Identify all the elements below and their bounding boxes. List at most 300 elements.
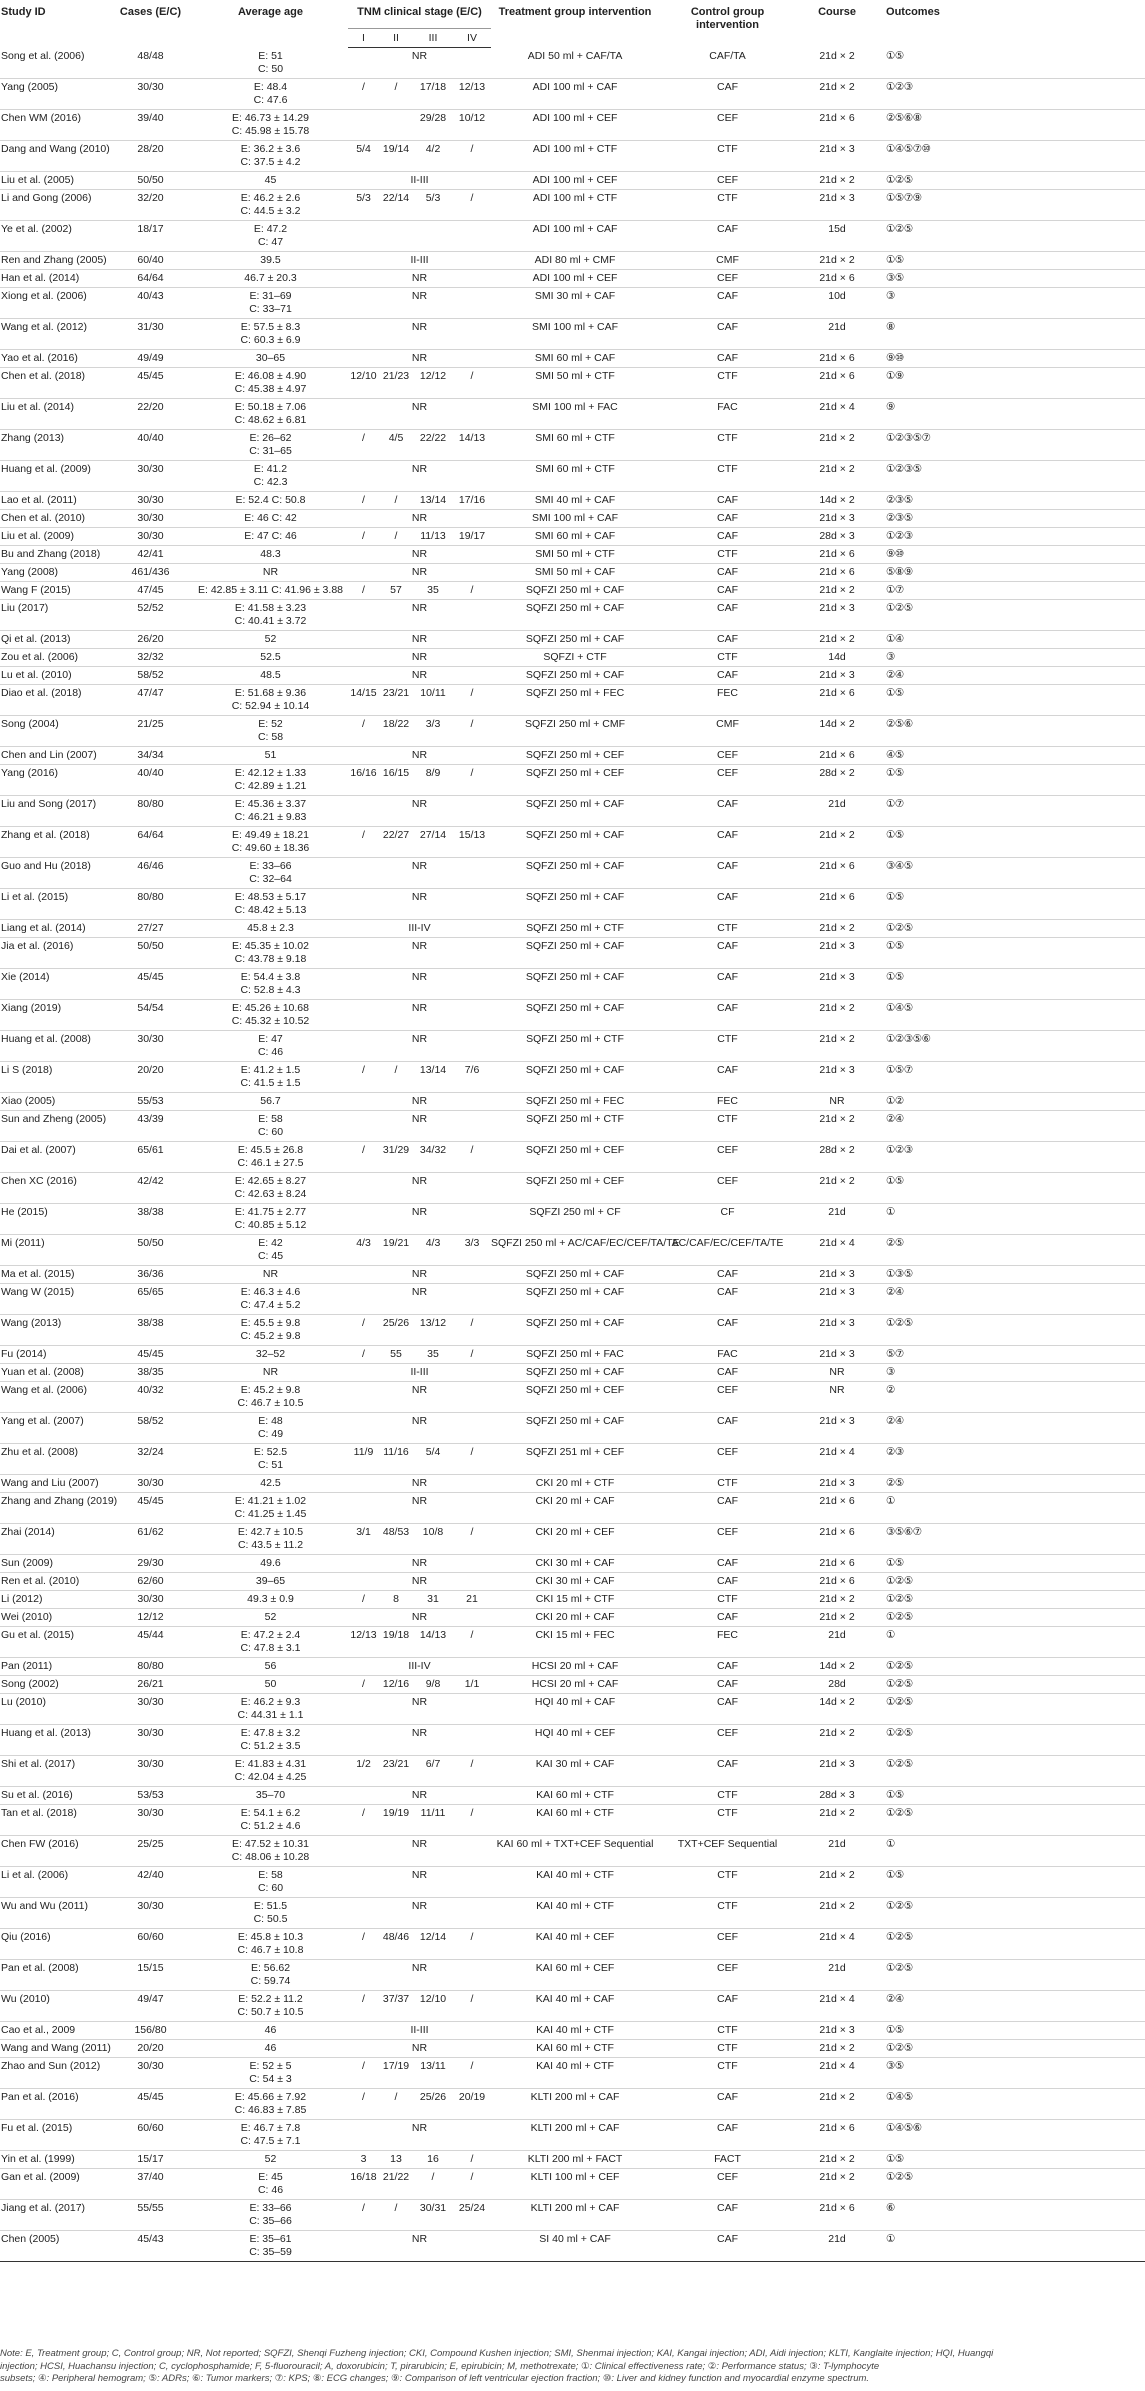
header-tnm-stage-2: II (379, 29, 413, 48)
control-intervention-cell: CAF (659, 1363, 796, 1381)
treatment-intervention-cell: SQFZI 250 ml + CAF (491, 968, 659, 999)
tnm-stage-cell: NR (348, 888, 491, 919)
age-value: E: 57.5 ± 8.3 (240, 320, 301, 333)
age-value: E: 47 (258, 1032, 283, 1045)
cases-cell: 80/80 (108, 888, 193, 919)
course-cell: 21d × 6 (796, 888, 878, 919)
study-id-cell: Fu (2014) (0, 1345, 108, 1363)
outcomes-cell: ① (878, 1835, 958, 1866)
spacer-cell (958, 1897, 1145, 1928)
study-id-cell: Pan (2011) (0, 1657, 108, 1675)
spacer-cell (958, 1345, 1145, 1363)
tnm-stage-4-cell: 19/17 (453, 527, 491, 545)
cases-cell: 36/36 (108, 1265, 193, 1283)
average-age-cell (193, 1345, 348, 1363)
outcomes-cell: ①⑤ (878, 826, 958, 857)
course-cell: 21d × 2 (796, 1172, 878, 1203)
average-age-cell (193, 1608, 348, 1626)
control-intervention-cell: CEF (659, 1443, 796, 1474)
average-age-cell (193, 1110, 348, 1141)
age-value: 45.8 ± 2.3 (247, 921, 294, 934)
course-cell: 21d × 2 (796, 2150, 878, 2168)
control-intervention-cell: CAF (659, 826, 796, 857)
treatment-intervention-cell: SQFZI 250 ml + CAF (491, 630, 659, 648)
table-row (0, 999, 1145, 1030)
control-intervention-cell: CEF (659, 1141, 796, 1172)
study-id-cell: Su et al. (2016) (0, 1786, 108, 1804)
outcomes-cell: ②④ (878, 666, 958, 684)
outcomes-cell: ①⑤ (878, 764, 958, 795)
course-cell: 21d × 4 (796, 1443, 878, 1474)
outcomes-cell: ①⑤ (878, 1172, 958, 1203)
cases-cell: 80/80 (108, 795, 193, 826)
spacer-cell (958, 1835, 1145, 1866)
cases-cell: 58/52 (108, 666, 193, 684)
age-value: C: 41.25 ± 1.45 (234, 1507, 307, 1520)
age-value: C: 48.42 ± 5.13 (234, 903, 307, 916)
cases-cell: 45/45 (108, 1345, 193, 1363)
cases-cell: 60/60 (108, 2119, 193, 2150)
outcomes-cell: ③⑤⑥⑦ (878, 1523, 958, 1554)
age-value: C: 52.94 ± 10.14 (231, 699, 310, 712)
study-id-cell: Wang et al. (2006) (0, 1381, 108, 1412)
tnm-stage-cell: NR (348, 968, 491, 999)
tnm-stage-cell: NR (348, 857, 491, 888)
table-row (0, 826, 1145, 857)
tnm-stage-3-cell: 30/31 (413, 2199, 453, 2230)
outcomes-cell: ①②⑤ (878, 1572, 958, 1590)
table-row (0, 1523, 1145, 1554)
treatment-intervention-cell: SMI 60 ml + CAF (491, 349, 659, 367)
spacer-cell (958, 1203, 1145, 1234)
control-intervention-cell: CTF (659, 2021, 796, 2039)
treatment-intervention-cell: ADI 100 ml + CAF (491, 78, 659, 109)
tnm-stage-2-cell: 19/19 (379, 1804, 413, 1835)
spacer-cell (958, 684, 1145, 715)
cases-cell: 60/60 (108, 1928, 193, 1959)
course-cell: 21d × 3 (796, 599, 878, 630)
spacer-cell (958, 1657, 1145, 1675)
treatment-intervention-cell: KLTI 200 ml + CAF (491, 2199, 659, 2230)
tnm-stage-2-cell: / (379, 2088, 413, 2119)
control-intervention-cell: CEF (659, 1381, 796, 1412)
table-row (0, 1141, 1145, 1172)
tnm-stage-3-cell: 35 (413, 581, 453, 599)
table-row (0, 2168, 1145, 2199)
outcomes-cell: ①④⑤ (878, 999, 958, 1030)
table-row (0, 1234, 1145, 1265)
study-id-cell: Huang et al. (2009) (0, 460, 108, 491)
age-value: E: 47.52 ± 10.31 (232, 1837, 309, 1850)
study-id-cell: Liang et al. (2014) (0, 919, 108, 937)
age-value: E: 42 (258, 1236, 283, 1249)
treatment-intervention-cell: SMI 100 ml + CAF (491, 318, 659, 349)
age-value: E: 51.5 (253, 1899, 288, 1912)
spacer-cell (958, 1412, 1145, 1443)
age-value: E: 45.66 ± 7.92 (234, 2090, 307, 2103)
tnm-stage-cell: NR (348, 48, 491, 79)
tnm-stage-4-cell: / (453, 581, 491, 599)
cases-cell: 42/40 (108, 1866, 193, 1897)
tnm-stage-cell: NR (348, 1412, 491, 1443)
course-cell: 21d × 2 (796, 1590, 878, 1608)
tnm-stage-1-cell: / (348, 1590, 379, 1608)
cases-cell: 22/20 (108, 398, 193, 429)
tnm-stage-cell: NR (348, 545, 491, 563)
table-row (0, 1314, 1145, 1345)
control-intervention-cell: CAF (659, 1675, 796, 1693)
tnm-stage-1-cell: 3/1 (348, 1523, 379, 1554)
table-row (0, 1866, 1145, 1897)
average-age-cell (193, 1061, 348, 1092)
outcomes-cell: ②⑤⑥ (878, 715, 958, 746)
outcomes-cell: ①⑤ (878, 937, 958, 968)
study-id-cell: Guo and Hu (2018) (0, 857, 108, 888)
cases-cell: 50/50 (108, 1234, 193, 1265)
control-intervention-cell: FAC (659, 398, 796, 429)
age-value: E: 47 C: 46 (244, 529, 297, 542)
average-age-cell (193, 1381, 348, 1412)
study-id-cell: Ren and Zhang (2005) (0, 251, 108, 269)
tnm-stage-cell: NR (348, 648, 491, 666)
table-row (0, 1283, 1145, 1314)
age-value: 48.3 (260, 547, 281, 560)
cases-cell: 54/54 (108, 999, 193, 1030)
cases-cell: 65/61 (108, 1141, 193, 1172)
tnm-stage-4-cell: / (453, 1755, 491, 1786)
study-id-cell: Li and Gong (2006) (0, 189, 108, 220)
age-value: E: 48 (258, 1414, 283, 1427)
table-row (0, 666, 1145, 684)
spacer-cell (958, 1693, 1145, 1724)
outcomes-cell: ①②③⑤ (878, 460, 958, 491)
average-age-cell (193, 1657, 348, 1675)
course-cell: NR (796, 1381, 878, 1412)
tnm-stage-2-cell: 11/16 (379, 1443, 413, 1474)
treatment-intervention-cell: CKI 20 ml + CAF (491, 1608, 659, 1626)
table-row (0, 509, 1145, 527)
average-age-cell (193, 251, 348, 269)
cases-cell: 61/62 (108, 1523, 193, 1554)
outcomes-cell: ④⑤ (878, 746, 958, 764)
cases-cell: 30/30 (108, 1755, 193, 1786)
course-cell: 21d × 2 (796, 2039, 878, 2057)
cases-cell: 32/32 (108, 648, 193, 666)
cases-cell: 47/45 (108, 581, 193, 599)
tnm-stage-2-cell: 19/18 (379, 1626, 413, 1657)
course-cell: 21d × 2 (796, 1110, 878, 1141)
spacer-cell (958, 509, 1145, 527)
spacer-cell (958, 527, 1145, 545)
tnm-stage-cell: NR (348, 1474, 491, 1492)
spacer-cell (958, 171, 1145, 189)
spacer-cell (958, 1492, 1145, 1523)
table-row (0, 1203, 1145, 1234)
outcomes-cell: ①②⑤ (878, 220, 958, 251)
average-age-cell (193, 1443, 348, 1474)
study-id-cell: Xiang (2019) (0, 999, 108, 1030)
cases-cell: 40/43 (108, 287, 193, 318)
study-id-cell: Wang and Liu (2007) (0, 1474, 108, 1492)
outcomes-cell: ① (878, 2230, 958, 2261)
age-value: C: 58 (257, 730, 284, 743)
age-value: 46 (264, 2023, 277, 2036)
spacer-cell (958, 1234, 1145, 1265)
control-intervention-cell: CAF (659, 599, 796, 630)
cases-cell: 30/30 (108, 78, 193, 109)
treatment-intervention-cell: KAI 60 ml + CTF (491, 1804, 659, 1835)
control-intervention-cell: CAF/TA (659, 48, 796, 79)
cases-cell: 55/53 (108, 1092, 193, 1110)
age-value: C: 49 (257, 1427, 284, 1440)
spacer-cell (958, 349, 1145, 367)
control-intervention-cell: FEC (659, 684, 796, 715)
age-value: C: 46 (257, 2183, 284, 2196)
table-row (0, 460, 1145, 491)
outcomes-cell: ②⑤ (878, 1234, 958, 1265)
table-row (0, 1657, 1145, 1675)
age-value: C: 47.4 ± 5.2 (240, 1298, 301, 1311)
tnm-stage-1-cell: 11/9 (348, 1443, 379, 1474)
study-id-cell: Mi (2011) (0, 1234, 108, 1265)
age-value: E: 45.5 ± 9.8 (240, 1316, 301, 1329)
table-row (0, 1626, 1145, 1657)
study-id-cell: Zhu et al. (2008) (0, 1443, 108, 1474)
spacer-cell (958, 919, 1145, 937)
tnm-stage-4-cell: / (453, 140, 491, 171)
tnm-stage-3-cell: 10/11 (413, 684, 453, 715)
control-intervention-cell: CTF (659, 429, 796, 460)
tnm-stage-cell: II-III (348, 1363, 491, 1381)
cases-cell: 15/15 (108, 1959, 193, 1990)
treatment-intervention-cell: CKI 15 ml + CTF (491, 1590, 659, 1608)
table-row (0, 2199, 1145, 2230)
spacer-cell (958, 1523, 1145, 1554)
spacer-cell (958, 888, 1145, 919)
average-age-cell (193, 491, 348, 509)
course-cell: 21d × 2 (796, 251, 878, 269)
table-row (0, 2119, 1145, 2150)
control-intervention-cell: CAF (659, 1693, 796, 1724)
study-id-cell: Liu et al. (2014) (0, 398, 108, 429)
tnm-stage-cell: NR (348, 1693, 491, 1724)
treatment-intervention-cell: SMI 50 ml + CTF (491, 367, 659, 398)
age-value: E: 46.73 ± 14.29 (232, 111, 309, 124)
average-age-cell (193, 349, 348, 367)
table-row (0, 968, 1145, 999)
tnm-stage-2-cell: 31/29 (379, 1141, 413, 1172)
study-id-cell: Cao et al., 2009 (0, 2021, 108, 2039)
control-intervention-cell: CTF (659, 1897, 796, 1928)
table-row (0, 318, 1145, 349)
control-intervention-cell: CAF (659, 1061, 796, 1092)
age-value: 46.7 ± 20.3 (244, 271, 297, 284)
age-value: C: 45.98 ± 15.78 (231, 124, 310, 137)
age-value: 52 (264, 1610, 277, 1623)
tnm-stage-cell: NR (348, 599, 491, 630)
study-id-cell: Chen and Lin (2007) (0, 746, 108, 764)
course-cell: 21d (796, 1203, 878, 1234)
study-id-cell: Gan et al. (2009) (0, 2168, 108, 2199)
control-intervention-cell: CTF (659, 1590, 796, 1608)
average-age-cell (193, 795, 348, 826)
study-id-cell: Zhao and Sun (2012) (0, 2057, 108, 2088)
tnm-stage-2-cell: 17/19 (379, 2057, 413, 2088)
age-value: C: 44.31 ± 1.1 (237, 1708, 304, 1721)
course-cell: 21d × 2 (796, 2168, 878, 2199)
spacer-cell (958, 287, 1145, 318)
treatment-intervention-cell: SQFZI 250 ml + CAF (491, 581, 659, 599)
tnm-stage-1-cell: / (348, 491, 379, 509)
treatment-intervention-cell: SQFZI 250 ml + CAF (491, 937, 659, 968)
tnm-stage-3-cell: 4/3 (413, 1234, 453, 1265)
spacer-cell (958, 764, 1145, 795)
age-value: E: 31–69 (249, 289, 292, 302)
tnm-stage-2-cell: 37/37 (379, 1990, 413, 2021)
course-cell: NR (796, 1092, 878, 1110)
tnm-stage-cell: NR (348, 937, 491, 968)
study-id-cell: Huang et al. (2013) (0, 1724, 108, 1755)
table-row (0, 888, 1145, 919)
tnm-stage-3-cell: 5/4 (413, 1443, 453, 1474)
tnm-stage-cell: NR (348, 269, 491, 287)
control-intervention-cell: CAF (659, 491, 796, 509)
spacer-cell (958, 2199, 1145, 2230)
age-value: C: 46.7 ± 10.5 (237, 1396, 304, 1409)
table-row (0, 1897, 1145, 1928)
spacer-cell (958, 1141, 1145, 1172)
study-id-cell: Chen et al. (2018) (0, 367, 108, 398)
outcomes-cell: ②③⑤ (878, 509, 958, 527)
table-row (0, 2021, 1145, 2039)
table-row (0, 527, 1145, 545)
outcomes-cell: ①②⑤ (878, 1675, 958, 1693)
study-id-cell: Lu (2010) (0, 1693, 108, 1724)
tnm-stage-2-cell: / (379, 78, 413, 109)
tnm-stage-2-cell: 25/26 (379, 1314, 413, 1345)
control-intervention-cell: CTF (659, 189, 796, 220)
average-age-cell (193, 968, 348, 999)
control-intervention-cell: CAF (659, 581, 796, 599)
average-age-cell (193, 1572, 348, 1590)
cases-cell: 32/24 (108, 1443, 193, 1474)
treatment-intervention-cell: SMI 50 ml + CAF (491, 563, 659, 581)
age-value: E: 45 (258, 2170, 283, 2183)
tnm-stage-1-cell: / (348, 78, 379, 109)
outcomes-cell: ③ (878, 287, 958, 318)
tnm-stage-4-cell: / (453, 764, 491, 795)
tnm-stage-4-cell: / (453, 367, 491, 398)
tnm-stage-cell (348, 220, 491, 251)
course-cell: 21d × 3 (796, 509, 878, 527)
course-cell: 21d × 6 (796, 1523, 878, 1554)
tnm-stage-2-cell: 57 (379, 581, 413, 599)
table-row (0, 599, 1145, 630)
outcomes-cell: ①②⑤ (878, 599, 958, 630)
course-cell: 21d × 6 (796, 2199, 878, 2230)
average-age-cell (193, 1265, 348, 1283)
control-intervention-cell: CAF (659, 999, 796, 1030)
tnm-stage-2-cell: 22/14 (379, 189, 413, 220)
tnm-stage-2-cell: 21/23 (379, 367, 413, 398)
tnm-stage-cell: II-III (348, 2021, 491, 2039)
outcomes-cell: ①⑤ (878, 684, 958, 715)
average-age-cell (193, 1554, 348, 1572)
cases-cell: 38/35 (108, 1363, 193, 1381)
outcomes-cell: ①④⑤ (878, 2088, 958, 2119)
cases-cell: 461/436 (108, 563, 193, 581)
course-cell: 21d × 6 (796, 1554, 878, 1572)
outcomes-cell: ①④⑤⑦⑩ (878, 140, 958, 171)
course-cell: 21d × 6 (796, 545, 878, 563)
study-id-cell: Xiong et al. (2006) (0, 287, 108, 318)
tnm-stage-cell: III-IV (348, 1657, 491, 1675)
outcomes-cell: ③ (878, 648, 958, 666)
tnm-stage-1-cell: 5/3 (348, 189, 379, 220)
treatment-intervention-cell: SQFZI 250 ml + FAC (491, 1345, 659, 1363)
cases-cell: 60/40 (108, 251, 193, 269)
average-age-cell (193, 919, 348, 937)
table-row (0, 1030, 1145, 1061)
spacer-cell (958, 491, 1145, 509)
age-value: C: 37.5 ± 4.2 (240, 155, 301, 168)
treatment-intervention-cell: CKI 20 ml + CAF (491, 1492, 659, 1523)
tnm-stage-4-cell: / (453, 2168, 491, 2199)
average-age-cell (193, 1412, 348, 1443)
outcomes-cell: ①⑤ (878, 968, 958, 999)
age-value: C: 48.06 ± 10.28 (231, 1850, 310, 1863)
cases-cell: 30/30 (108, 1693, 193, 1724)
spacer-cell (958, 2039, 1145, 2057)
tnm-stage-1-cell: / (348, 2057, 379, 2088)
tnm-stage-cell: NR (348, 398, 491, 429)
age-value: E: 41.58 ± 3.23 (234, 601, 307, 614)
tnm-stage-3-cell: 5/3 (413, 189, 453, 220)
control-intervention-cell: AC/CAF/EC/CEF/TA/TE (659, 1234, 796, 1265)
outcomes-cell: ⑥ (878, 2199, 958, 2230)
treatment-intervention-cell: SMI 100 ml + FAC (491, 398, 659, 429)
tnm-stage-1-cell: 1/2 (348, 1755, 379, 1786)
tnm-stage-2-cell: 48/46 (379, 1928, 413, 1959)
cases-cell: 49/47 (108, 1990, 193, 2021)
tnm-stage-cell: NR (348, 795, 491, 826)
cases-cell: 26/21 (108, 1675, 193, 1693)
study-id-cell: Song (2004) (0, 715, 108, 746)
outcomes-cell: ①②⑤ (878, 1724, 958, 1755)
cases-cell: 20/20 (108, 1061, 193, 1092)
spacer-cell (958, 109, 1145, 140)
spacer-cell (958, 746, 1145, 764)
control-intervention-cell: CAF (659, 2088, 796, 2119)
tnm-stage-1-cell: / (348, 826, 379, 857)
outcomes-cell: ②⑤ (878, 1474, 958, 1492)
spacer-cell (958, 2230, 1145, 2261)
cases-cell: 29/30 (108, 1554, 193, 1572)
cases-cell: 49/49 (108, 349, 193, 367)
study-id-cell: Yang et al. (2007) (0, 1412, 108, 1443)
age-value: E: 41.75 ± 2.77 (234, 1205, 307, 1218)
spacer-cell (958, 1626, 1145, 1657)
treatment-intervention-cell: KLTI 100 ml + CEF (491, 2168, 659, 2199)
study-id-cell: Ren et al. (2010) (0, 1572, 108, 1590)
control-intervention-cell: CTF (659, 460, 796, 491)
control-intervention-cell: CAF (659, 1492, 796, 1523)
table-row (0, 367, 1145, 398)
tnm-stage-2-cell: 12/16 (379, 1675, 413, 1693)
age-value: E: 41.83 ± 4.31 (234, 1757, 307, 1770)
average-age-cell (193, 318, 348, 349)
cases-cell: 48/48 (108, 48, 193, 79)
